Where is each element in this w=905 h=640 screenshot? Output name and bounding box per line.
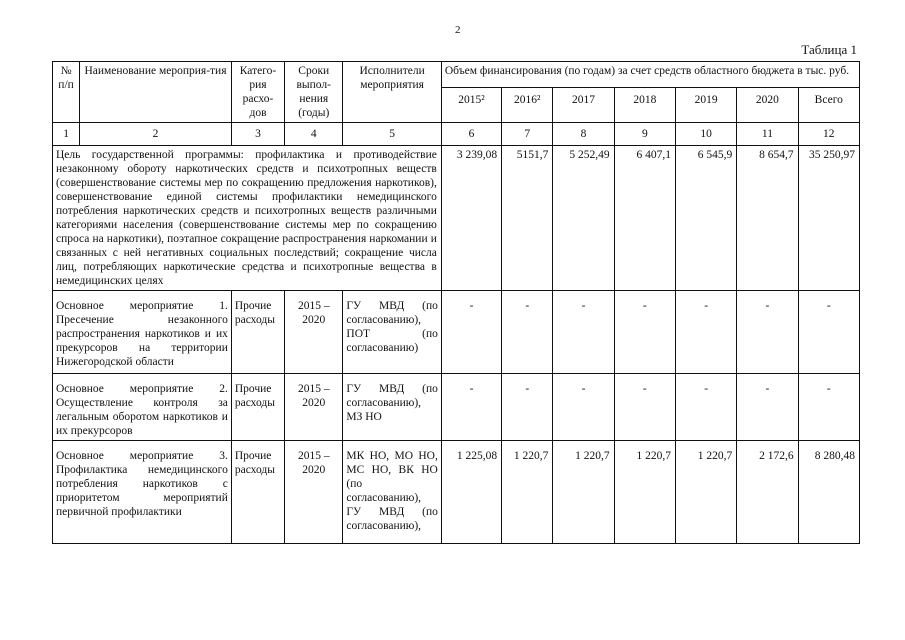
column-number: 6 [441, 123, 501, 146]
column-number: 8 [553, 123, 614, 146]
column-number: 11 [737, 123, 798, 146]
activity-value-2016: 1 220,7 [502, 441, 553, 544]
header-col-executors: Исполнители мероприятия [343, 62, 441, 123]
column-number: 1 [53, 123, 80, 146]
header-col-category: Катего-рия расхо-дов [231, 62, 284, 123]
activity-value-2018: - [614, 291, 675, 374]
funding-table [52, 61, 860, 544]
activity-value-total: - [798, 291, 859, 374]
activity-value-2016: - [502, 374, 553, 441]
column-number: 10 [675, 123, 736, 146]
table-row [53, 291, 860, 374]
header-col-terms: Сроки выпол-нения (годы) [285, 62, 343, 123]
activity-value-2020: - [737, 291, 798, 374]
goal-value-2017: 5 252,49 [553, 146, 614, 291]
header-year-2015: 2015² [441, 88, 501, 123]
goal-value-2015: 3 239,08 [441, 146, 501, 291]
activity-value-2020: - [737, 374, 798, 441]
activity-value-2017: 1 220,7 [553, 441, 614, 544]
activity-value-2018: - [614, 374, 675, 441]
header-year-2017: 2017 [553, 88, 614, 123]
activity-executors: МК НО, МО НО, МС НО, ВК НО (по согласованию), ГУ МВД (по согласованию), [343, 441, 441, 544]
goal-value-total: 35 250,97 [798, 146, 859, 291]
activity-value-2020: 2 172,6 [737, 441, 798, 544]
activity-value-2019: - [675, 291, 736, 374]
goal-text: Цель государственной программы: профилактика и противодействие незаконному обороту наркотических средств и психотропных веществ (совершенствование системы мер по сокращению предложения наркотиков), совершенствование единой системы профилактики немедицинского потребления наркотических средств и психотропных веществ различными категориями населения (совершенствование системы мер по сокращению спроса на наркотики), поэтапное сокращение распространения наркомании и связанных с ней негативных социальных последствий; сокращение числа лиц, потребляющих наркотические средства и психотропные вещества в немедицинских целях [53, 146, 442, 291]
activity-value-total: - [798, 374, 859, 441]
activity-category: Прочие расходы [231, 291, 284, 374]
activity-executors: ГУ МВД (по согласованию), МЗ НО [343, 374, 441, 441]
column-number: 4 [285, 123, 343, 146]
header-col-name: Наименование мероприя-тия [80, 62, 232, 123]
column-number: 3 [231, 123, 284, 146]
header-col-funding: Объем финансирования (по годам) за счет средств областного бюджета в тыс. руб. [441, 62, 859, 88]
page-number: 2 [455, 24, 461, 36]
activity-value-2015: - [441, 374, 501, 441]
activity-value-total: 8 280,48 [798, 441, 859, 544]
header-total: Всего [798, 88, 859, 123]
column-number: 9 [614, 123, 675, 146]
column-number: 7 [502, 123, 553, 146]
activity-terms: 2015 – 2020 [285, 374, 343, 441]
table-row [53, 374, 860, 441]
activity-name: Основное мероприятие 1. Пресечение незаконного распространения наркотиков и их прекурсоров на территории Нижегородской области [53, 291, 232, 374]
activity-value-2018: 1 220,7 [614, 441, 675, 544]
goal-value-2018: 6 407,1 [614, 146, 675, 291]
table-label: Таблица 1 [801, 42, 857, 57]
goal-value-2016: 5151,7 [502, 146, 553, 291]
activity-category: Прочие расходы [231, 441, 284, 544]
header-row [53, 62, 860, 88]
activity-value-2017: - [553, 291, 614, 374]
activity-terms: 2015 – 2020 [285, 291, 343, 374]
activity-value-2016: - [502, 291, 553, 374]
header-year-2020: 2020 [737, 88, 798, 123]
header-col-num: № п/п [53, 62, 80, 123]
activity-category: Прочие расходы [231, 374, 284, 441]
activity-name: Основное мероприятие 2. Осуществление контроля за легальным оборотом наркотиков и их прекурсоров [53, 374, 232, 441]
goal-value-2019: 6 545,9 [675, 146, 736, 291]
activity-name: Основное мероприятие 3. Профилактика немедицинского потребления наркотиков с приоритетом мероприятий первичной профилактики [53, 441, 232, 544]
activity-terms: 2015 – 2020 [285, 441, 343, 544]
activity-value-2017: - [553, 374, 614, 441]
table-row [53, 441, 860, 544]
activity-value-2015: 1 225,08 [441, 441, 501, 544]
goal-value-2020: 8 654,7 [737, 146, 798, 291]
column-number: 12 [798, 123, 859, 146]
column-number: 5 [343, 123, 441, 146]
header-year-2019: 2019 [675, 88, 736, 123]
header-year-2018: 2018 [614, 88, 675, 123]
activity-executors: ГУ МВД (по согласованию), ПОТ (по согласованию) [343, 291, 441, 374]
activity-value-2019: 1 220,7 [675, 441, 736, 544]
column-number: 2 [80, 123, 232, 146]
goal-row [53, 146, 860, 291]
header-year-2016: 2016² [502, 88, 553, 123]
column-numbers-row [53, 123, 860, 146]
activity-value-2019: - [675, 374, 736, 441]
activity-value-2015: - [441, 291, 501, 374]
